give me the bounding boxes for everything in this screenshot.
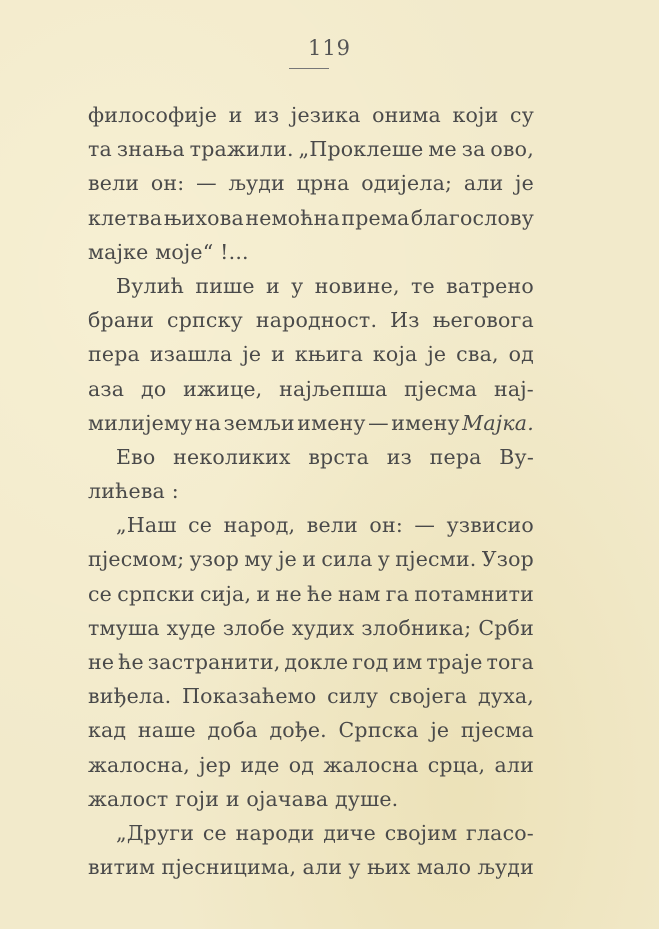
text-line: лићева : bbox=[88, 479, 179, 504]
text-line: мајке моје“ !... bbox=[88, 239, 249, 264]
body-text bbox=[88, 98, 534, 884]
text-line: та знања тражили. „Проклеше ме за ово, bbox=[88, 137, 534, 162]
text-line: не ће застранити, докле год им траје тога bbox=[88, 650, 534, 674]
text-line: клетва њихова немоћна према благослову bbox=[88, 205, 534, 230]
text-line: тмуша худе злобе худих злобника; Срби bbox=[88, 615, 534, 640]
text-line: пера изашла је и књига која је сва, од bbox=[88, 342, 534, 367]
page-number: 119 bbox=[307, 36, 352, 60]
text-line: Вулић пише и у новине, те ватрено bbox=[116, 273, 534, 298]
text-line: брани српску народност. Из његовога bbox=[88, 308, 534, 333]
text-line: „Други се народи диче својим гласо- bbox=[116, 820, 534, 845]
text-line: аза до ижице, најљепша пјесма нај- bbox=[88, 376, 534, 401]
text-line: се српски сија, и не ће нам га потамнити bbox=[88, 581, 534, 606]
text-line: жалост гоји и ојачава душе. bbox=[88, 786, 399, 811]
text-line: милијему на земљи имену — имену Мајка. bbox=[88, 406, 534, 440]
text-line: жалосна, јер иде од жалосна срца, али bbox=[88, 752, 534, 777]
page-number-rule bbox=[289, 68, 329, 69]
text-line: вели он: — људи црна одијела; али је bbox=[88, 171, 534, 196]
text-line: витим пјесницима, али у њих мало људи bbox=[88, 855, 534, 880]
text-line: кад наше доба дође. Српска је пјесма bbox=[88, 718, 534, 743]
text-line: философије и из језика онима који су bbox=[88, 103, 534, 127]
text-line: Ево неколиких врста из пера Ву- bbox=[116, 444, 534, 469]
text-line: виђела. Показаћемо силу својега духа, bbox=[88, 684, 534, 709]
text-line: пјесмом; узор му је и сила у пјесми. Узор bbox=[88, 547, 534, 572]
text-line: „Наш се народ, вели он: — узвисио bbox=[116, 513, 534, 538]
italic-word: Мајка. bbox=[462, 410, 534, 435]
